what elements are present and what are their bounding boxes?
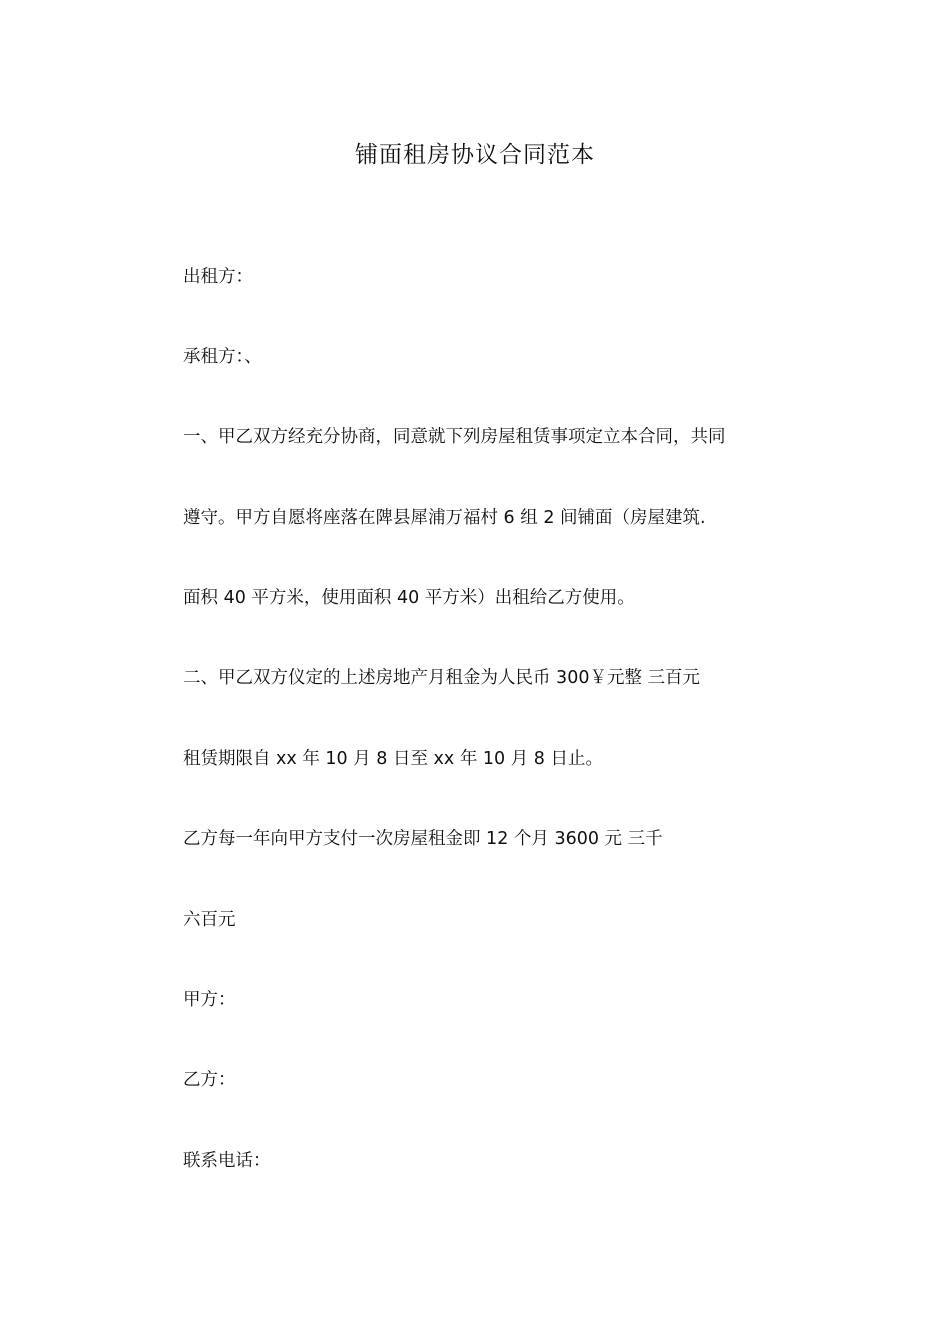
clause-one-line-1: 一、甲乙双方经充分协商，同意就下列房屋租赁事项定立本合同，共同 — [183, 427, 726, 447]
clause-one-line-3: 面积 40 平方米，使用面积 40 平方米）出租给乙方使用。 — [183, 588, 635, 608]
lessee-line: 承租方：、 — [183, 347, 262, 367]
clause-one-line-2: 遵守。甲方自愿将座落在陴县犀浦万福村 6 组 2 间铺面（房屋建筑. — [183, 508, 706, 528]
contact-phone-line: 联系电话： — [183, 1151, 271, 1171]
lease-term-line: 租赁期限自 xx 年 10 月 8 日至 xx 年 10 月 8 日止。 — [183, 749, 603, 769]
clause-two-line-1: 二、甲乙双方仪定的上述房地产月租金为人民币 300￥元整 三百元 — [183, 668, 701, 688]
payment-line-1: 乙方每一年向甲方支付一次房屋租金即 12 个月 3600 元 三千 — [183, 829, 663, 849]
party-a-line: 甲方： — [183, 990, 236, 1010]
lessor-line: 出租方： — [183, 267, 253, 287]
document-title: 铺面租房协议合同范本 — [355, 142, 595, 168]
payment-line-2: 六百元 — [183, 910, 236, 930]
party-b-line: 乙方： — [183, 1070, 236, 1090]
